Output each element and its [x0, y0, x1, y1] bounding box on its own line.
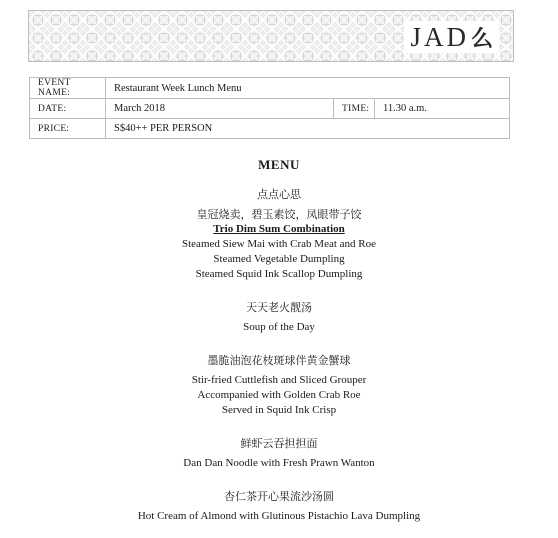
dish-line: Steamed Squid Ink Scallop Dumpling: [195, 268, 363, 280]
price-label: PRICE:: [30, 119, 106, 139]
header-banner: [28, 10, 514, 62]
menu-section-dessert: [0, 485, 558, 524]
section-heading-zh: 点点心思: [257, 188, 301, 201]
date-label: DATE:: [30, 99, 106, 119]
menu-title: MENU: [258, 157, 300, 172]
dish-line: Steamed Siew Mai with Crab Meat and Roe: [182, 238, 376, 250]
dish-line: Dan Dan Noodle with Fresh Prawn Wanton: [183, 457, 375, 469]
section-heading-zh: 墨脆油泡花枝斑球伴黄金蟹球: [207, 354, 351, 367]
dish-line: Hot Cream of Almond with Glutinous Pistachio Lava Dumpling: [137, 510, 421, 522]
section-heading-zh: 天天老火靓汤: [246, 301, 312, 314]
dish-line: Accompanied with Golden Crab Roe: [197, 389, 361, 401]
section-heading-zh: 杏仁茶开心果流沙汤圆: [224, 490, 334, 503]
dish-line: Steamed Vegetable Dumpling: [213, 253, 345, 265]
dish-line: Served in Squid Ink Crisp: [221, 404, 337, 416]
menu: [0, 153, 558, 538]
date-row: [30, 99, 510, 119]
event-name-row: [30, 78, 510, 99]
logo-mark: 么: [470, 26, 493, 52]
dish-line: Soup of the Day: [243, 321, 315, 333]
time-label: TIME:: [334, 99, 375, 119]
menu-section-soup: [0, 296, 558, 335]
section-heading-zh: 鲜虾云吞担担面: [240, 437, 318, 450]
dish-line: Stir-fried Cuttlefish and Sliced Grouper: [191, 374, 367, 386]
menu-section-noodle: [0, 432, 558, 471]
event-name-value: Restaurant Week Lunch Menu: [106, 78, 510, 99]
price-value: S$40++ PER PERSON: [106, 119, 510, 139]
menu-section-dim-sum: [0, 183, 558, 282]
logo-text: JAD: [410, 21, 469, 52]
menu-section-main: [0, 349, 558, 418]
price-row: [30, 119, 510, 139]
date-value: March 2018: [106, 99, 334, 119]
event-name-label: EVENT NAME:: [30, 78, 106, 99]
jade-logo: [404, 21, 499, 53]
section-title-en: Trio Dim Sum Combination: [213, 223, 345, 235]
event-info-table: [29, 77, 510, 139]
time-value: 11.30 a.m.: [375, 99, 510, 119]
section-subheading-zh: 皇冠烧卖，碧玉素饺，凤眼带子饺: [196, 208, 362, 221]
